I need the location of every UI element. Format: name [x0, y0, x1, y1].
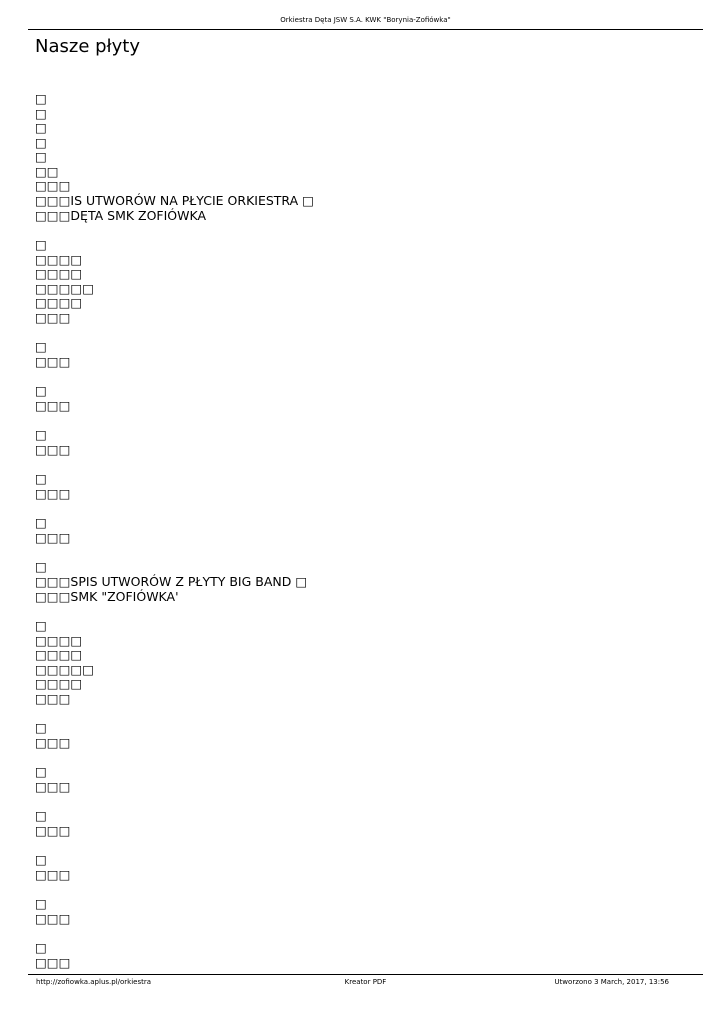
text-line: □□□ [35, 354, 71, 369]
text-line: □ [35, 764, 47, 779]
text-line: □ [35, 896, 47, 911]
text-line: □□□ [35, 823, 71, 838]
text-line: □□□ [35, 178, 71, 193]
text-line: □□□ [35, 911, 71, 926]
page-title: Nasze płyty [35, 36, 141, 57]
text-line: □ [35, 427, 47, 442]
page-header [28, 0, 703, 30]
text-line: □ [35, 559, 47, 574]
text-line: □ [35, 852, 47, 867]
text-line: □ [35, 471, 47, 486]
footer-url: http://zofiowka.aplus.pl/orkiestra [36, 978, 152, 986]
footer-date: Utworzono 3 March, 2017, 13:56 [554, 978, 669, 986]
text-line: □□□IS UTWORÓW NA PŁYCIE ORKIESTRA □ [35, 193, 314, 208]
text-line: □ [35, 940, 47, 955]
text-line: □ [35, 135, 47, 150]
text-line: □□□DĘTA SMK ZOFIÓWKA [35, 208, 207, 223]
text-line: □□□SPIS UTWORÓW Z PŁYTY BIG BAND □ [35, 574, 308, 589]
header-text: Orkiestra Dęta JSW S.A. KWK "Borynia-Zofiówka" [280, 16, 451, 24]
text-line: □□□□ [35, 252, 83, 267]
text-line: □□□□□ [35, 281, 95, 296]
text-line: □□□ [35, 442, 71, 457]
text-line: □ [35, 106, 47, 121]
text-line: □□ [35, 164, 59, 179]
text-line: □□□□ [35, 266, 83, 281]
text-line: □□□ [35, 530, 71, 545]
text-line: □ [35, 720, 47, 735]
text-line: □ [35, 618, 47, 633]
text-line: □□□ [35, 310, 71, 325]
text-line: □□□□ [35, 676, 83, 691]
text-line: □□□ [35, 486, 71, 501]
text-line: □□□□ [35, 295, 83, 310]
text-line: □□□□ [35, 647, 83, 662]
page-footer [28, 974, 703, 989]
text-line: □ [35, 339, 47, 354]
text-line: □ [35, 237, 47, 252]
text-line: □□□ [35, 955, 71, 970]
text-line: □ [35, 91, 47, 106]
text-line: □□□ [35, 691, 71, 706]
text-line: □□□□ [35, 633, 83, 648]
text-line: □□□ [35, 398, 71, 413]
text-line: □□□ [35, 867, 71, 882]
text-line: □□□ [35, 735, 71, 750]
text-line: □ [35, 515, 47, 530]
text-line: □□□□□ [35, 662, 95, 677]
text-line: □ [35, 120, 47, 135]
text-line: □□□SMK "ZOFIÓWKA' [35, 589, 179, 604]
text-line: □□□ [35, 779, 71, 794]
text-line: □ [35, 808, 47, 823]
text-line: □ [35, 383, 47, 398]
footer-creator: Kreator PDF [344, 978, 387, 986]
text-line: □ [35, 149, 47, 164]
